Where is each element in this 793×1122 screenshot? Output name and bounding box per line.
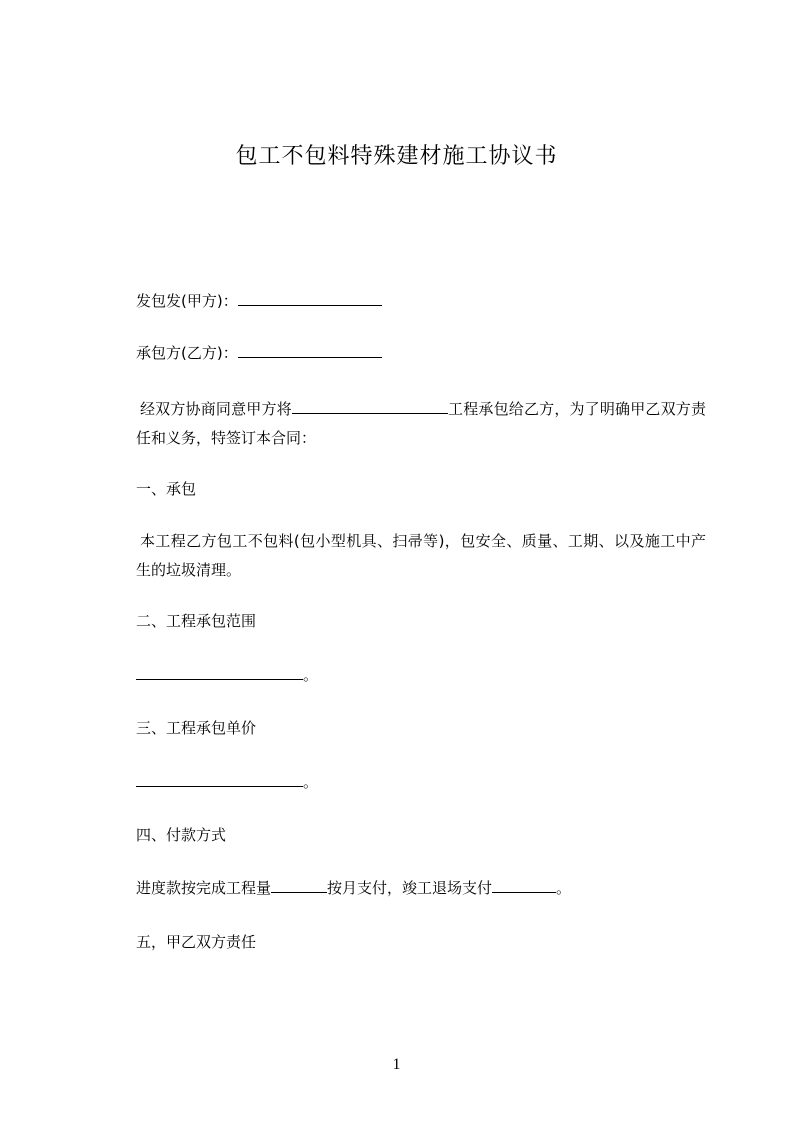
section2-heading: 二、工程承包范围 [136,612,257,630]
section3-period: 。 [303,773,319,791]
section3-heading: 三、工程承包单价 [136,719,257,737]
page-number: 1 [392,1056,401,1073]
party-b-blank[interactable] [238,343,382,358]
party-a-label: 发包发(甲方)： [136,292,238,310]
payment-line [136,877,571,899]
section5-heading: 五，甲乙双方责任 [136,933,257,951]
intro-paragraph [136,395,706,453]
intro-text-start: 经双方协商同意甲方将 [140,400,292,418]
section3-fill-line [136,771,318,793]
final-payment-blank[interactable] [492,878,556,893]
section4-heading: 四、付款方式 [136,826,227,844]
unit-price-blank[interactable] [136,772,303,787]
payment-text-start: 进度款按完成工程量 [136,879,272,897]
party-b-line [136,342,382,364]
party-b-label: 承包方(乙方)： [136,344,238,362]
intro-text-end: 工程承包给乙方，为了明确甲乙双方责任和义务，特签订本合同： [136,400,706,447]
party-a-line [136,290,382,312]
scope-blank[interactable] [136,665,303,680]
section2-fill-line [136,664,318,686]
section1-paragraph: 本工程乙方包工不包料(包小型机具、扫帚等)，包安全、质量、工期、以及施工中产生的垃圾清理。 [136,532,706,579]
payment-period: 。 [556,879,572,897]
document-title: 包工不包料特殊建材施工协议书 [235,144,558,169]
payment-text-middle: 按月支付，竣工退场支付 [327,879,493,897]
party-a-blank[interactable] [238,291,382,306]
project-name-blank[interactable] [292,399,448,414]
section2-period: 。 [303,666,319,684]
section1-heading: 一、承包 [136,480,197,498]
progress-payment-blank[interactable] [271,878,327,893]
